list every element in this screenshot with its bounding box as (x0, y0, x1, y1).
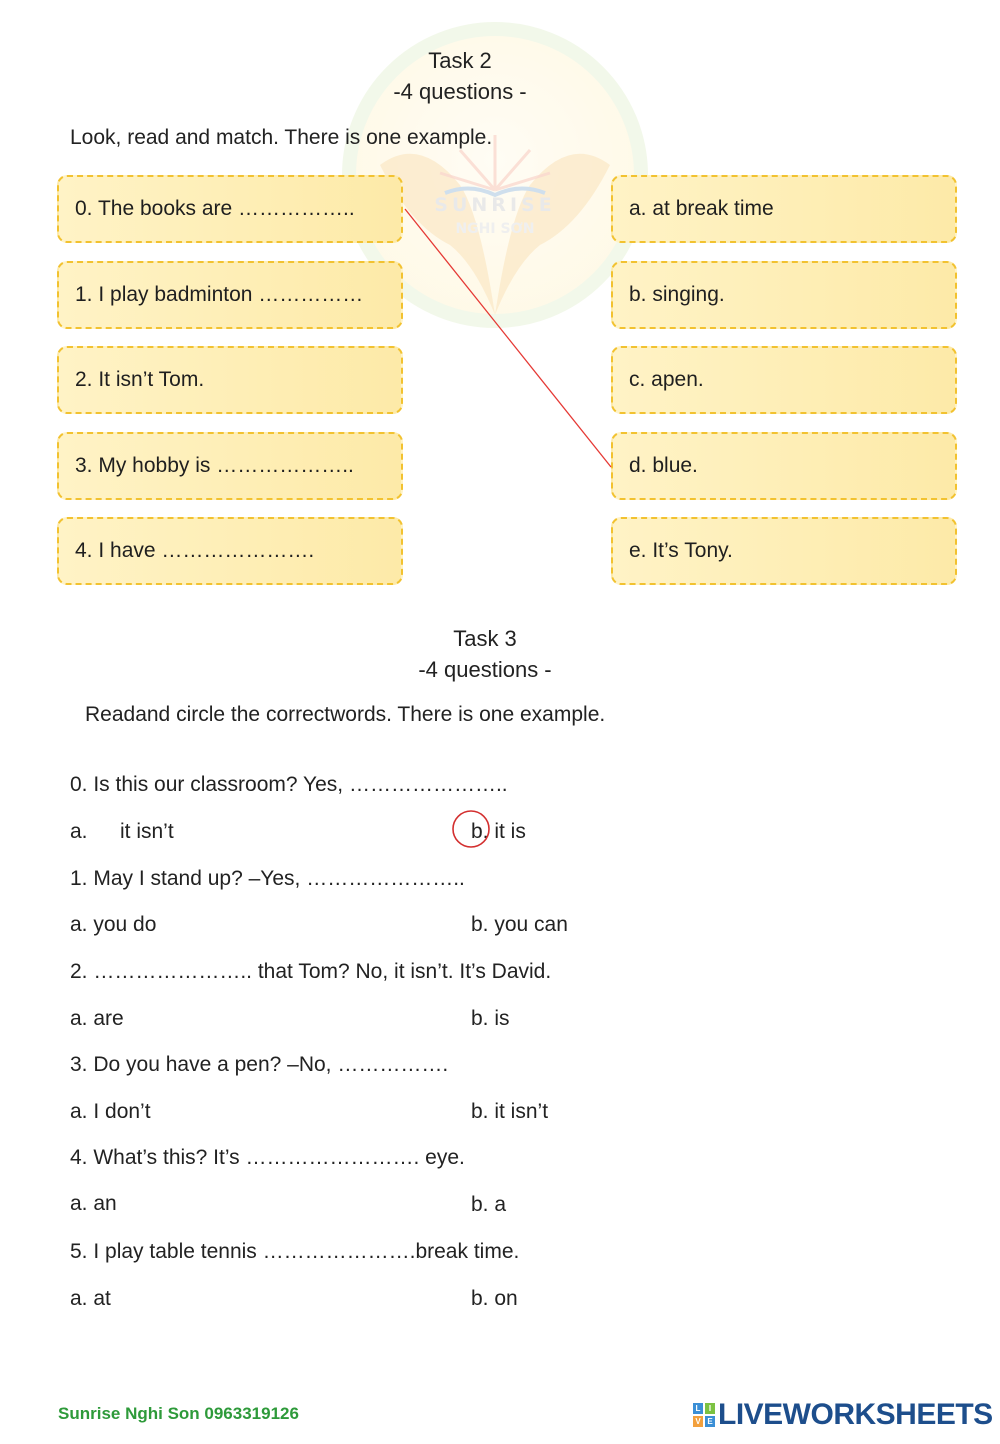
question-4-option-b[interactable]: b. a (471, 1193, 507, 1216)
match-right-b[interactable]: b. singing. (611, 261, 957, 329)
question-4-option-a[interactable]: a. an (70, 1192, 117, 1215)
question-3-option-b[interactable]: b. it isn’t (471, 1100, 549, 1123)
match-right-a[interactable]: a. at break time (611, 175, 957, 243)
question-5-option-b[interactable]: b. on (471, 1287, 518, 1310)
task3-instruction: Readand circle the correctwords. There is one example. (85, 703, 606, 726)
liveworksheets-wordmark: LIVEWORKSHEETS (718, 1398, 993, 1431)
question-1: 1. May I stand up? –Yes, ………………….. (70, 867, 465, 890)
match-left-3[interactable]: 3. My hobby is ……………….. (57, 432, 403, 500)
task2-title: Task 2 (428, 48, 492, 73)
question-4: 4. What’s this? It’s ……………………. eye. (70, 1146, 465, 1169)
example-match-line (0, 0, 1000, 620)
question-2-option-a[interactable]: a. are (70, 1007, 124, 1030)
question-1-option-b[interactable]: b. you can (471, 913, 568, 936)
question-0-option-a-mark[interactable]: a. (70, 820, 88, 843)
watermark-sub-text: NGHI SƠN (455, 221, 535, 237)
task3-title: Task 3 (453, 626, 517, 651)
match-left-2[interactable]: 2. It isn’t Tom. (57, 346, 403, 414)
question-1-option-a[interactable]: a. you do (70, 913, 157, 936)
match-left-0[interactable]: 0. The books are …………….. (57, 175, 403, 243)
match-right-c[interactable]: c. apen. (611, 346, 957, 414)
match-left-1[interactable]: 1. I play badminton …………… (57, 261, 403, 329)
question-5: 5. I play table tennis ………………….break time. (70, 1240, 520, 1263)
task3-subtitle: -4 questions - (418, 657, 552, 682)
watermark-brand-text: SUNRISE (434, 194, 556, 216)
match-left-4[interactable]: 4. I have …………………. (57, 517, 403, 585)
question-3: 3. Do you have a pen? –No, ……………. (70, 1053, 449, 1076)
footer-contact: Sunrise Nghi Son 0963319126 (58, 1404, 299, 1423)
task2-instruction: Look, read and match. There is one example. (70, 126, 493, 149)
liveworksheets-logo[interactable] (693, 1398, 993, 1432)
question-5-option-a[interactable]: a. at (70, 1287, 111, 1310)
question-2-option-b[interactable]: b. is (471, 1007, 510, 1030)
liveworksheets-icon: L I V E (693, 1403, 715, 1427)
task2-subtitle: -4 questions - (393, 79, 527, 104)
match-right-d[interactable]: d. blue. (611, 432, 957, 500)
match-right-e[interactable]: e. It’s Tony. (611, 517, 957, 585)
question-0-option-a[interactable]: it isn’t (120, 820, 174, 843)
question-0: 0. Is this our classroom? Yes, ………………….. (70, 773, 508, 796)
question-3-option-a[interactable]: a. I don’t (70, 1100, 151, 1123)
example-answer-circle (450, 808, 494, 852)
question-2: 2. ………………….. that Tom? No, it isn’t. It’s David. (70, 960, 552, 983)
question-0-option-b[interactable]: b. it is (471, 820, 526, 843)
